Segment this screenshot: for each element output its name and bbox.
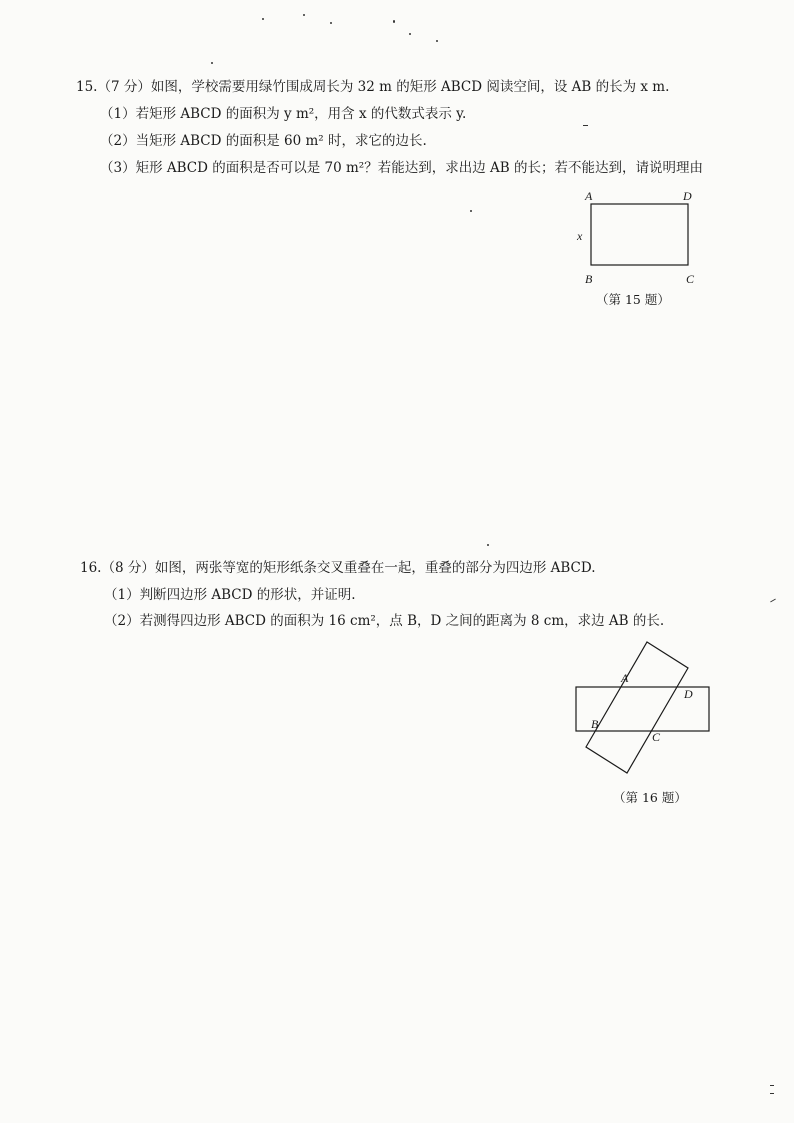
scan-speck [262, 18, 264, 20]
scan-speck [303, 14, 305, 16]
q16-figure [560, 630, 730, 790]
scan-speck [211, 62, 213, 64]
scan-speck [487, 544, 489, 546]
q16-label-C: C [652, 730, 661, 744]
scan-speck [330, 22, 332, 24]
q16-slanted-strip [586, 642, 688, 773]
q16-label-B: B [591, 717, 599, 731]
q16-part2: （2）若测得四边形 ABCD 的面积为 16 cm²，点 B，D 之间的距离为 8 cm，求边 AB 的长. [104, 613, 665, 629]
q15-label-B: B [585, 272, 593, 286]
q15-stem: 15.（7 分）如图，学校需要用绿竹围成周长为 32 m 的矩形 ABCD 阅读空间，设 AB 的长为 x m. [76, 79, 670, 95]
scan-speck [393, 20, 395, 23]
q15-caption: （第 15 题） [596, 292, 670, 307]
scan-speck [470, 210, 472, 212]
q15-part3: （3）矩形 ABCD 的面积是否可以是 70 m²？若能达到，求出边 AB 的长；若不能达到，请说明理由 [100, 160, 703, 176]
scan-speck [770, 599, 776, 603]
q15-rectangle [591, 204, 688, 265]
q16-part1: （1）判断四边形 ABCD 的形状，并证明. [104, 587, 356, 603]
scan-speck [770, 1093, 774, 1094]
q15-label-x: x [577, 229, 583, 243]
scan-speck [436, 40, 438, 42]
scan-speck [583, 125, 588, 126]
q15-label-D: D [683, 189, 692, 203]
q15-part1: （1）若矩形 ABCD 的面积为 y m²，用含 x 的代数式表示 y. [100, 106, 467, 122]
q16-caption: （第 16 题） [613, 790, 687, 805]
q15-part2: （2）当矩形 ABCD 的面积是 60 m² 时，求它的边长. [100, 133, 427, 149]
q16-label-D: D [684, 687, 693, 701]
scan-speck [770, 1085, 774, 1086]
q15-label-A: A [585, 189, 593, 203]
q16-stem: 16.（8 分）如图，两张等宽的矩形纸条交叉重叠在一起，重叠的部分为四边形 ABCD. [80, 560, 596, 576]
q15-label-C: C [686, 272, 695, 286]
scan-speck [409, 33, 411, 35]
q16-label-A: A [621, 671, 629, 685]
